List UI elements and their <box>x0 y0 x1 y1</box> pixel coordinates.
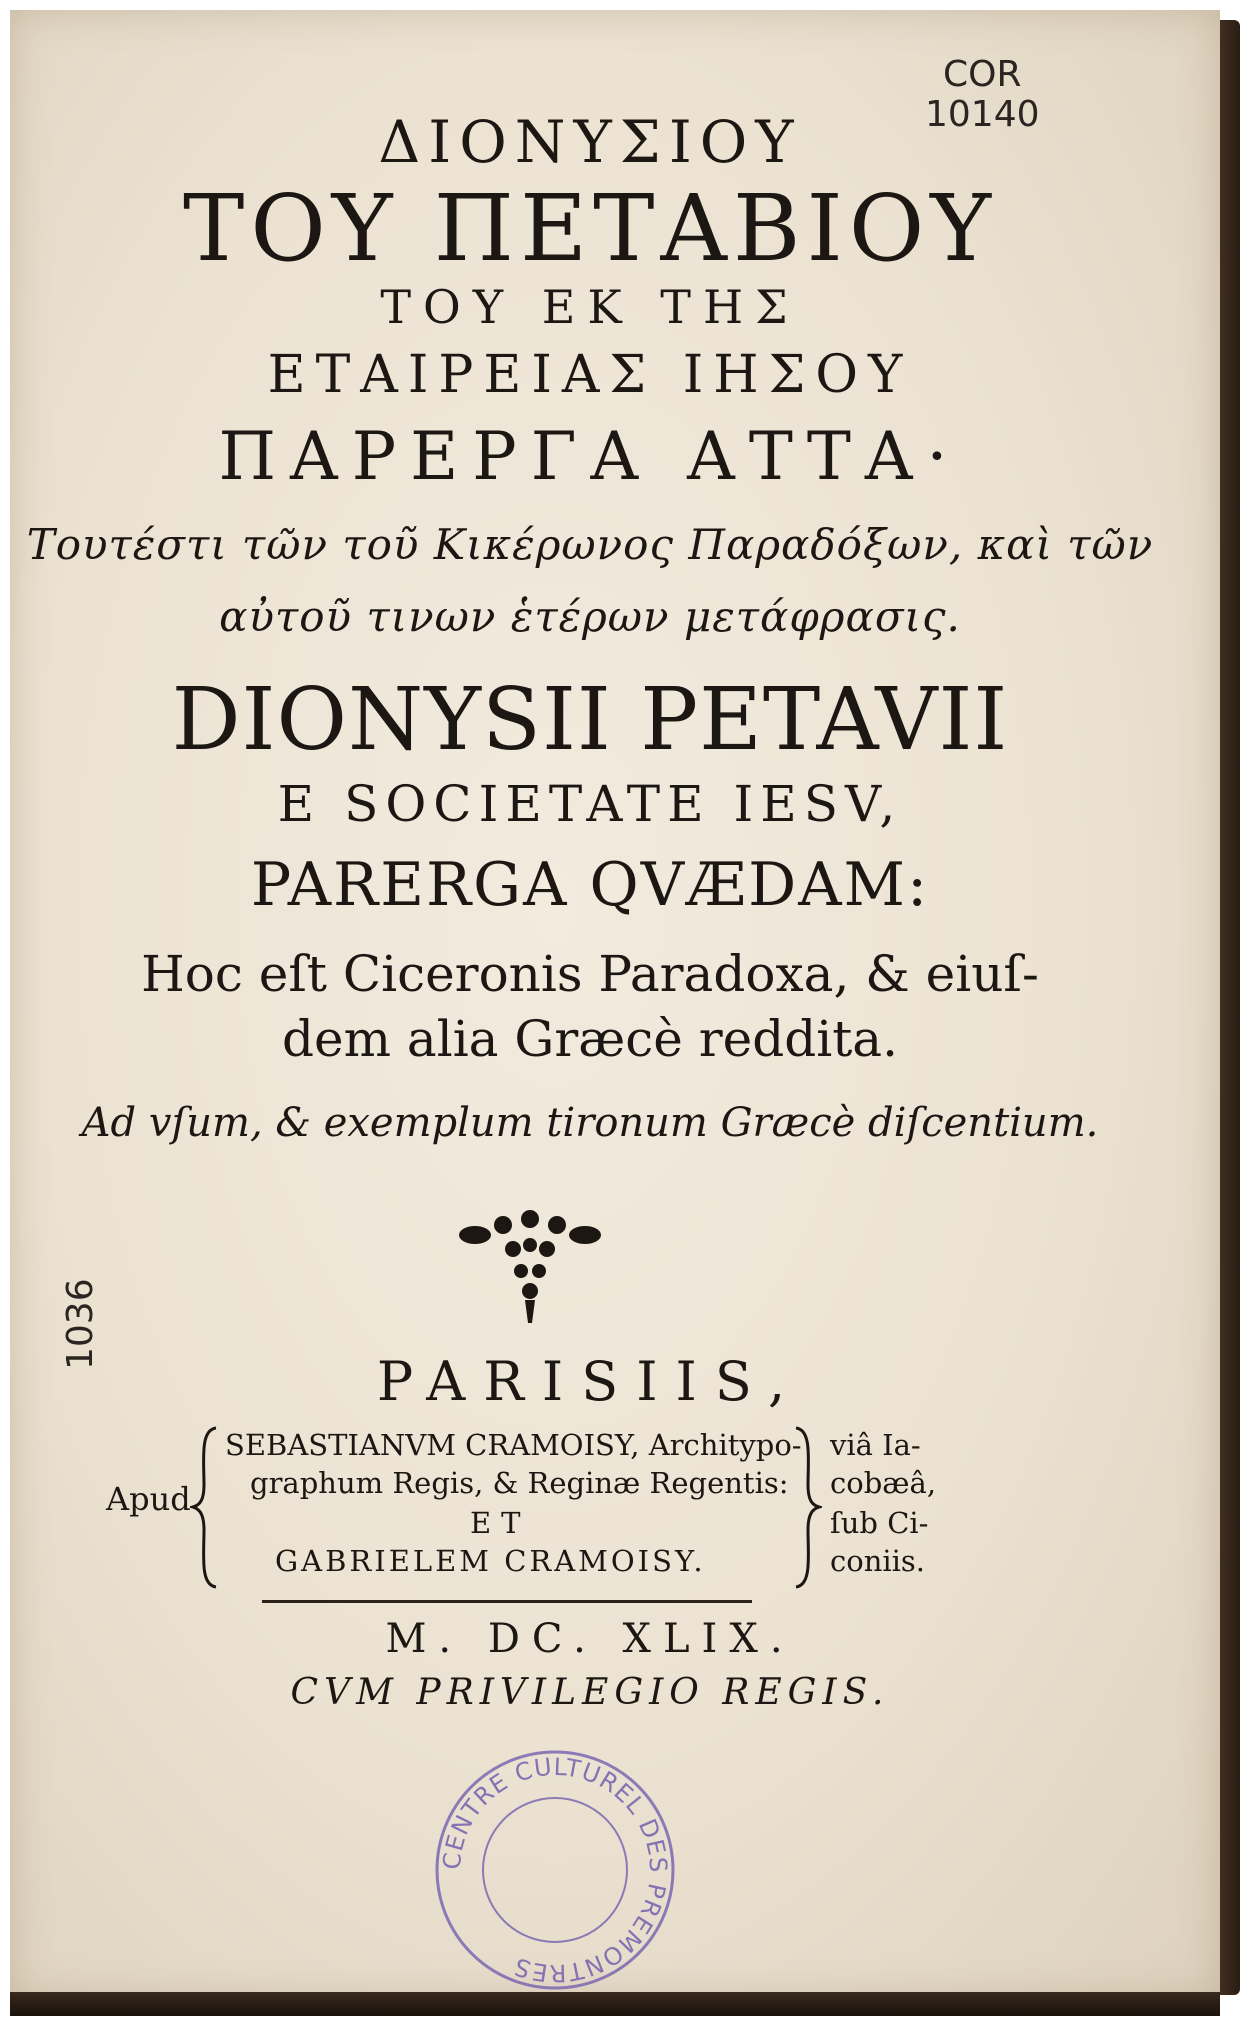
latin-title-line-5: dem alia Græcè reddita. <box>281 1010 898 1068</box>
printer1-line-2: graphum Regis, & Reginæ Regentis: <box>250 1466 789 1500</box>
left-brace <box>190 1425 220 1590</box>
purpose-line: Ad vſum, & exemplum tironum Græcè diſcentium. <box>81 1100 1099 1146</box>
imprint-apud: Apud <box>106 1480 191 1518</box>
printer2: GABRIELEM CRAMOISY. <box>275 1544 706 1578</box>
handwritten-side-number: 1036 <box>60 1278 101 1370</box>
latin-title-line-4: Hoc eſt Ciceronis Paradoxa, & eiuſ- <box>141 945 1039 1003</box>
greek-title-line-5: ΠΑΡΕΡΓΑ ΑΤΤΑ· <box>218 418 962 495</box>
latin-title-line-2: E SOCIETATE IESV, <box>277 775 903 833</box>
greek-title-line-2: ΤΟΥ ΠΕΤΑΒΙΟΥ <box>182 175 998 282</box>
imprint-rule <box>262 1600 752 1603</box>
library-stamp <box>430 1745 680 1995</box>
royal-privilege: CVM PRIVILEGIO REGIS. <box>290 1672 890 1713</box>
greek-title-line-1: ΔΙΟΝΥΣΙΟΥ <box>378 108 802 176</box>
stamp-text: CENTRE CULTUREL DES PREMONTRES <box>437 1752 673 1988</box>
greek-title-line-4: ΕΤΑΙΡΕΙΑΣ ΙΗΣΟΥ <box>267 345 913 405</box>
latin-title-line-1: DIONYSII PETAVII <box>171 670 1009 770</box>
greek-title-line-3: ΤΟΥ ΕΚ ΤΗΣ <box>380 280 800 334</box>
address-line-4: coniis. <box>830 1544 926 1578</box>
printers-ornament <box>455 1205 605 1325</box>
imprint-place: PARISIIS, <box>376 1350 804 1413</box>
printer1-line-1: SEBASTIANVM CRAMOISY, Architypo- <box>225 1428 802 1462</box>
shelfmark-line-1: COR <box>943 54 1022 95</box>
shelfmark-line-2: 10140 <box>925 94 1040 135</box>
address-line-2: cobæâ, <box>830 1466 937 1500</box>
imprint-et: ET <box>470 1506 531 1540</box>
book-bottom-edge <box>10 1992 1220 2016</box>
address-line-3: ſub Ci- <box>830 1506 929 1540</box>
greek-subtitle-line-1: Τουτέστι τῶν τοῦ Κικέρωνος Παραδόξων, καὶ τῶν <box>26 520 1154 569</box>
greek-subtitle-line-2: αὐτοῦ τινων ἑτέρων μετάφρασις. <box>219 592 961 641</box>
latin-title-line-3: PARERGA QVÆDAM: <box>250 850 930 920</box>
imprint-date: M. DC. XLIX. <box>385 1616 795 1662</box>
svg-text:CENTRE CULTUREL DES PREMONTRES <box>438 1753 673 1987</box>
address-line-1: viâ Ia- <box>830 1428 921 1462</box>
